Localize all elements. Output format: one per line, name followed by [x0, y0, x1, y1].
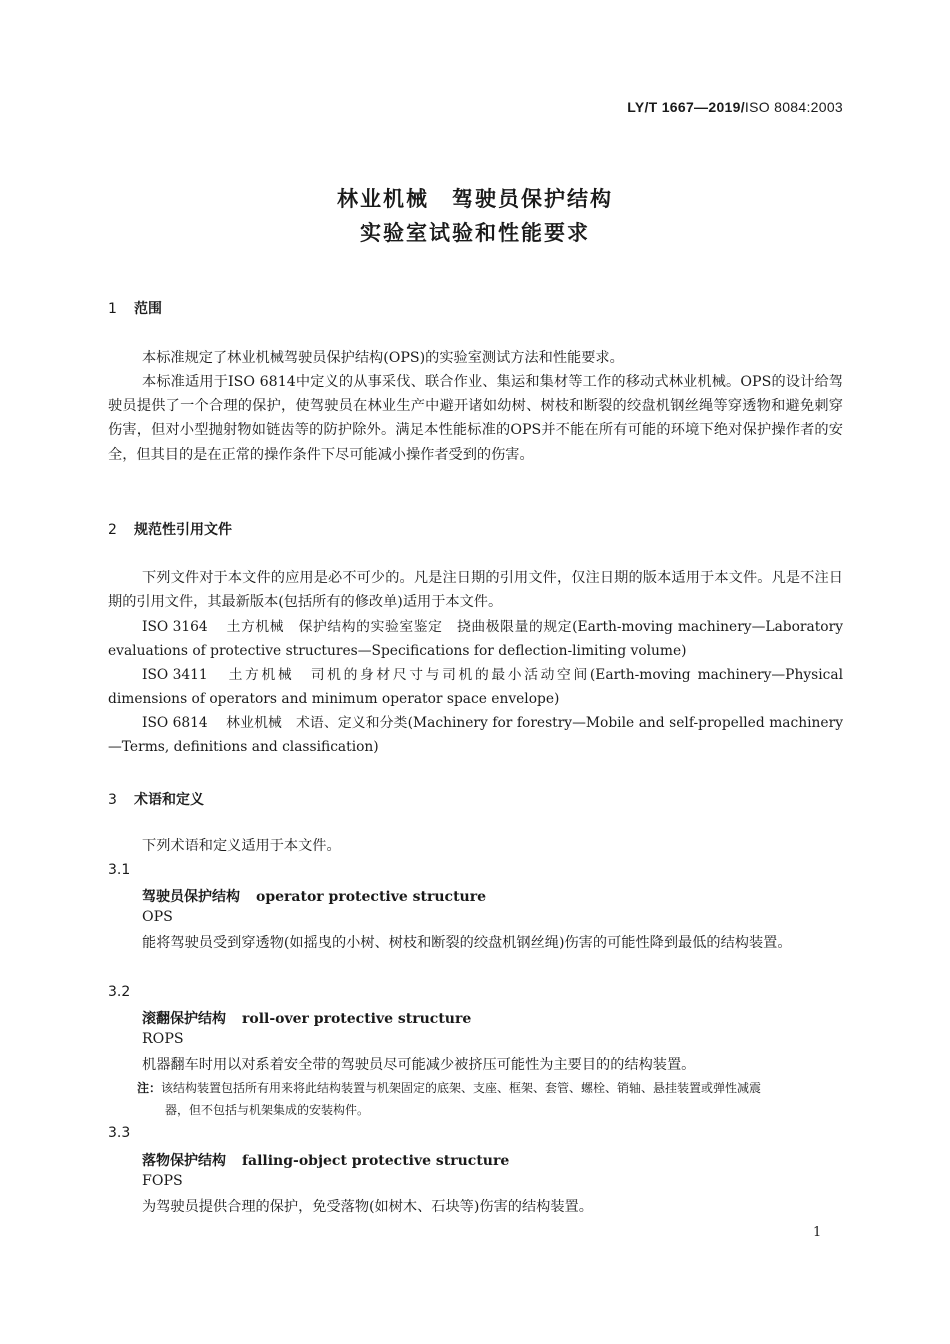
- term-name-zh: 滚翻保护结构: [142, 1011, 226, 1027]
- term-name-en: falling-object protective structure: [242, 1153, 510, 1169]
- term-heading: [142, 1150, 509, 1170]
- term-name-zh: 驾驶员保护结构: [142, 889, 240, 905]
- term-name-en: operator protective structure: [256, 889, 486, 905]
- reference-text: 土方机械 保护结构的实验室鉴定 挠曲极限量的规定(Earth-moving machinery—Laboratory evaluations of protective structures—Specifications for deflection-limiting volume): [108, 619, 843, 660]
- term-definition: 机器翻车时用以对系着安全带的驾驶员尽可能减少被挤压可能性为主要目的的结构装置。: [142, 1057, 696, 1073]
- term-definition: 为驾驶员提供合理的保护，免受落物(如树木、石块等)伤害的结构装置。: [142, 1199, 593, 1215]
- section-heading-normative-references: [108, 519, 232, 539]
- document-code: [627, 99, 843, 115]
- note-text-line-1: 该结构装置包括所有用来将此结构装置与机架固定的底架、支座、框架、套管、螺栓、销轴、悬挂装置或弹性减震: [161, 1081, 762, 1095]
- section-number: 3: [108, 792, 117, 808]
- reference-code: ISO 3164: [142, 619, 208, 635]
- reference-text: 土方机械 司机的身材尺寸与司机的最小活动空间(Earth-moving machinery—Physical dimensions of operators and minimum operator space envelope): [108, 667, 843, 708]
- document-title-line-2: 实验室试验和性能要求: [360, 221, 590, 245]
- section-number: 2: [108, 522, 117, 538]
- reference-code: ISO 3411: [142, 667, 208, 683]
- term-number: 3.1: [108, 862, 131, 878]
- reference-text: 林业机械 术语、定义和分类(Machinery for forestry—Mobile and self-propelled machinery—Terms, definitions and classification): [108, 715, 843, 756]
- term-definition: 能将驾驶员受到穿透物(如摇曳的小树、树枝和断裂的绞盘机钢丝绳)伤害的可能性降到最低的结构装置。: [142, 935, 792, 951]
- term-note: [137, 1077, 843, 1121]
- term-name-en: roll-over protective structure: [242, 1011, 472, 1027]
- term-name-zh: 落物保护结构: [142, 1153, 226, 1169]
- section-heading-scope: [108, 298, 162, 318]
- standard-number: LY/T 1667—2019/: [627, 99, 745, 115]
- page-number: 1: [813, 1225, 822, 1240]
- reference-code: ISO 6814: [142, 715, 208, 731]
- section-title: 术语和定义: [134, 792, 204, 808]
- reference-item: [108, 663, 843, 711]
- term-abbreviation: ROPS: [142, 1031, 184, 1047]
- terms-intro: 下列术语和定义适用于本文件。: [142, 838, 341, 854]
- term-heading: [142, 886, 486, 906]
- document-title-line-1: 林业机械 驾驶员保护结构: [337, 187, 613, 211]
- section-title: 范围: [134, 301, 162, 317]
- section-number: 1: [108, 301, 117, 317]
- iso-number: ISO 8084:2003: [744, 99, 843, 115]
- scope-paragraph-2: 本标准适用于ISO 6814中定义的从事采伐、联合作业、集运和集材等工作的移动式林业机械。OPS的设计给驾驶员提供了一个合理的保护，使驾驶员在林业生产中避开诸如幼树、树枝和断裂的绞盘机钢丝绳等穿透物和避免刺穿伤害，但对小型抛射物如链齿等的防护除外。满足本性能标准的OPS并不能在所有可能的环境下绝对保护操作者的安全，但其目的是在正常的操作条件下尽可能减小操作者受到的伤害。: [108, 374, 843, 463]
- term-heading: [142, 1008, 471, 1028]
- section-title: 规范性引用文件: [134, 522, 232, 538]
- note-label: 注：: [137, 1081, 162, 1095]
- reference-item: [108, 615, 843, 663]
- scope-paragraph-1: 本标准规定了林业机械驾驶员保护结构(OPS)的实验室测试方法和性能要求。: [142, 350, 624, 366]
- note-text-line-2: 器，但不包括与机架集成的安装构件。: [165, 1103, 370, 1117]
- term-abbreviation: OPS: [142, 909, 173, 925]
- term-abbreviation: FOPS: [142, 1173, 183, 1189]
- references-intro: 下列文件对于本文件的应用是必不可少的。凡是注日期的引用文件，仅注日期的版本适用于本文件。凡是不注日期的引用文件，其最新版本(包括所有的修改单)适用于本文件。: [108, 570, 843, 611]
- term-number: 3.2: [108, 984, 131, 1000]
- term-number: 3.3: [108, 1125, 131, 1141]
- section-heading-terms-definitions: [108, 789, 204, 809]
- reference-item: [108, 711, 843, 759]
